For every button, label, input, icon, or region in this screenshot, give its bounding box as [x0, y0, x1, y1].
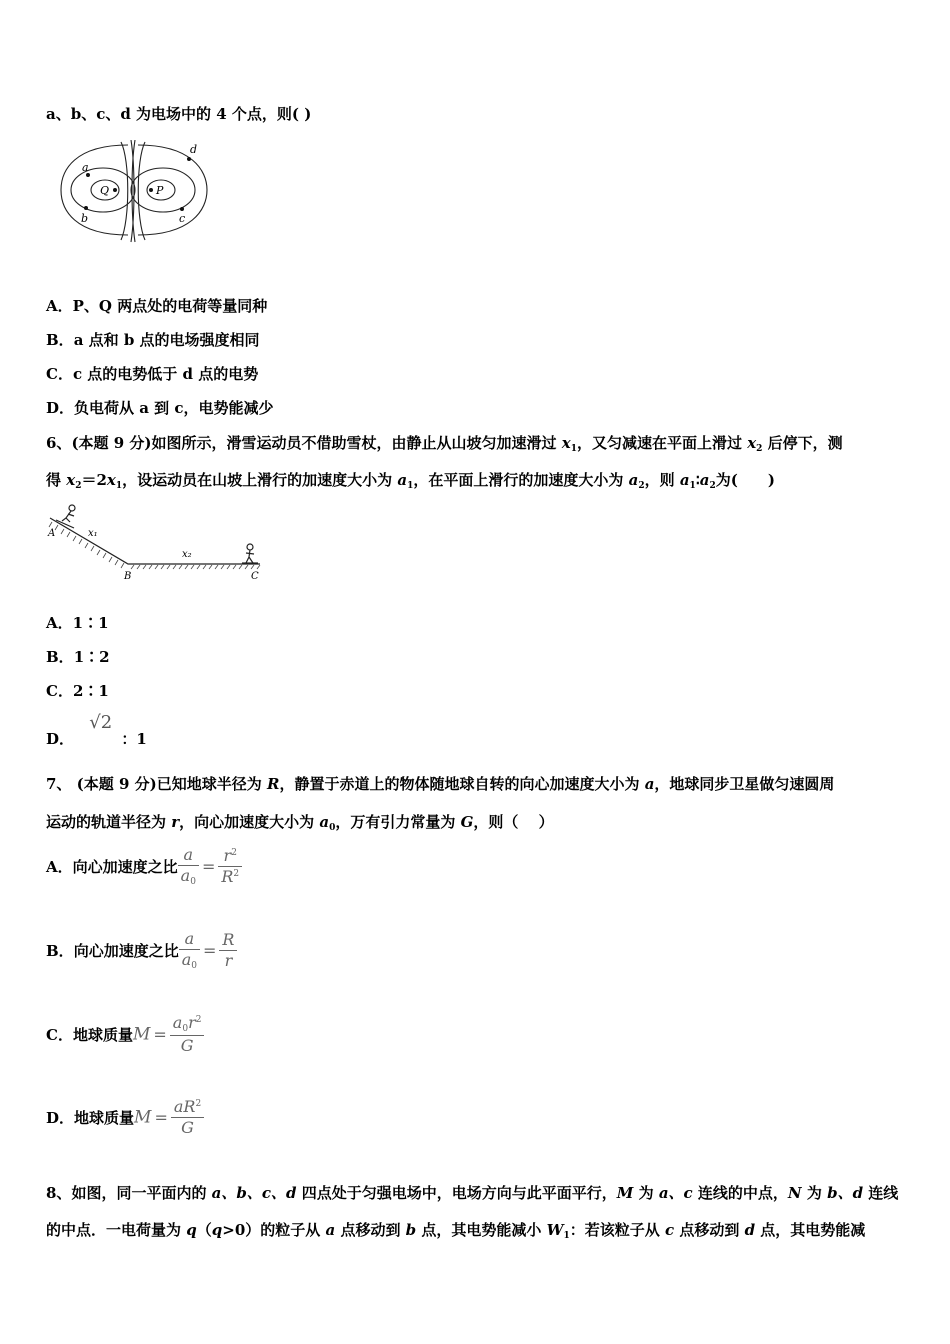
fraction-a0r2-over-G: $\frac{a0r^2}{G}$: [170, 1013, 205, 1056]
label-b: b: [81, 212, 89, 225]
label-Q: Q: [100, 184, 110, 197]
label-C: C: [251, 571, 259, 582]
q6-option-d[interactable]: D． √2 ：1: [46, 712, 147, 748]
q6-option-b[interactable]: B．1∶2: [46, 648, 110, 666]
q7-option-a[interactable]: A．向心加速度之比 $\frac{a}{a0}$ = $\frac{r^2}{R^2}$: [46, 845, 242, 888]
q6-option-a[interactable]: A．1∶1: [46, 614, 109, 632]
q6-stem-line1: 6、(本题 9 分)如图所示，滑雪运动员不借助雪杖，由静止从山坡匀加速滑过 $x_1$，又匀减速在平面上滑过 $x_2$ 后停下，测: [46, 434, 843, 454]
q7-option-c[interactable]: C．地球质量M = $\frac{a0r^2}{G}$: [46, 1013, 204, 1056]
label-c: c: [179, 212, 186, 225]
skier-bottom-icon: [242, 544, 258, 563]
q7-option-d[interactable]: D．地球质量M = $\frac{aR^2}{G}$: [46, 1097, 204, 1138]
q5-stem: a、b、c、d 为电场中的 4 个点，则( ): [46, 105, 312, 123]
fraction-r2-over-R2: $\frac{r^2}{R^2}$: [218, 846, 242, 887]
fraction-a-over-a0: $\frac{a}{a0}$: [178, 845, 199, 888]
q5-option-c[interactable]: C．c 点的电势低于 d 点的电势: [46, 365, 259, 383]
label-P: P: [156, 184, 164, 197]
q5-field-diagram: [55, 140, 220, 245]
q6-slope-diagram: [44, 502, 269, 587]
fraction-R-over-r: $\frac{R}{r}$: [219, 930, 237, 971]
q5-option-b[interactable]: B．a 点和 b 点的电场强度相同: [46, 331, 260, 349]
q6-option-c[interactable]: C．2∶1: [46, 682, 109, 700]
q7-option-b[interactable]: B．向心加速度之比 $\frac{a}{a0}$ = $\frac{R}{r}$: [46, 929, 237, 972]
label-x1: x₁: [88, 528, 98, 539]
label-x2: x₂: [182, 549, 192, 560]
q7-stem-line2: 运动的轨道半径为 r，向心加速度大小为 $a_0$，万有引力常量为 G，则（ ）: [46, 813, 554, 833]
label-d: d: [190, 143, 198, 156]
fraction-aR2-over-G: $\frac{aR^2}{G}$: [171, 1097, 204, 1138]
q5-option-a[interactable]: A．P、Q 两点处的电荷等量同种: [46, 297, 268, 315]
q6-stem-line2: 得 $x_2=2x_1$，设运动员在山坡上滑行的加速度大小为 $a_1$，在平面上滑行的加速度大小为 $a_2$，则 $a_1∶a_2$为( ): [46, 471, 775, 491]
q8-stem-line1: 8、如图，同一平面内的 a、b、c、d 四点处于匀强电场中，电场方向与此平面平行，M 为 a、c 连线的中点，N 为 b、d 连线: [46, 1184, 899, 1202]
sqrt2-radical: √2: [89, 712, 113, 733]
fraction-a-over-a0: $\frac{a}{a0}$: [179, 929, 200, 972]
q8-stem-line2: 的中点．一电荷量为 q（q>0）的粒子从 a 点移动到 b 点，其电势能减小 $W_1$：若该粒子从 c 点移动到 d 点，其电势能减: [46, 1221, 866, 1241]
q7-stem-line1: 7、 (本题 9 分)已知地球半径为 R，静置于赤道上的物体随地球自转的向心加速度大小为 a，地球同步卫星做匀速圆周: [46, 775, 835, 793]
q5-option-d[interactable]: D．负电荷从 a 到 c，电势能减少: [46, 399, 274, 417]
label-B: B: [124, 571, 132, 582]
label-A: A: [48, 528, 56, 539]
label-a: a: [82, 161, 89, 174]
skier-top-icon: [56, 505, 75, 528]
